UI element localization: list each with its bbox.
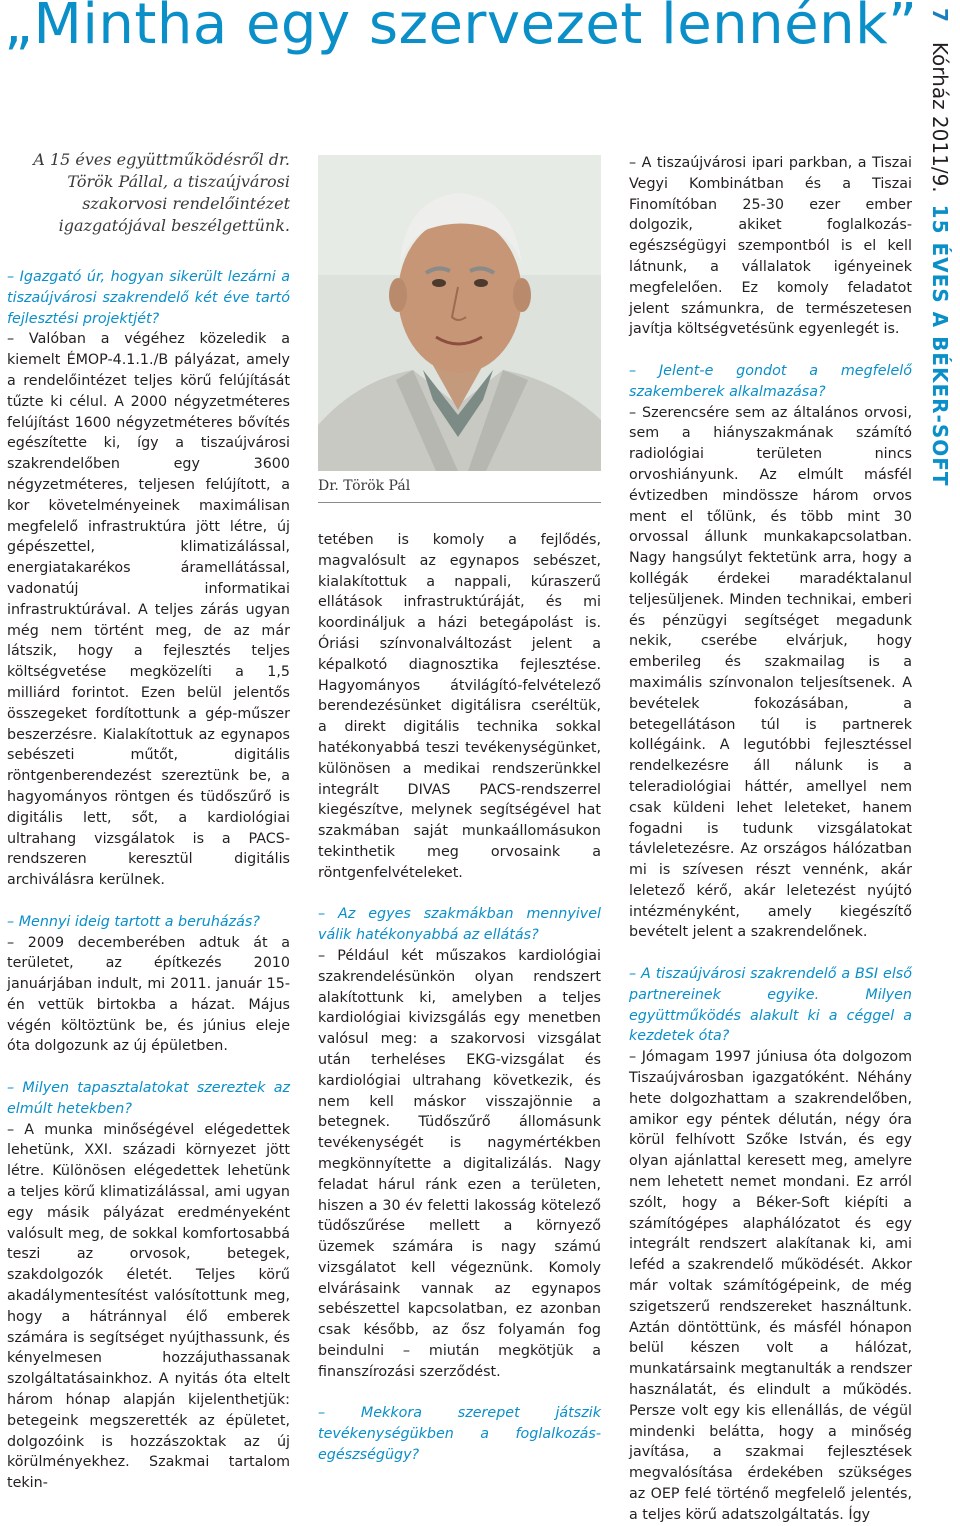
paragraph-gap: [7, 891, 290, 912]
interview-answer: – 2009 decemberében adtuk át a területet, az építkezés 2010 januárjában indult, mi 2011. január 15-én vettük birtokba a házat. Május végén költöztünk be, és június eleje óta dolgozunk az új épületben.: [7, 934, 290, 1055]
interview-question: – Jelent-e gondot a megfelelő szakemberek alkalmazása?: [629, 362, 912, 400]
interview-answer: tetében is komoly a fejlődés, magvalósult az egynapos sebészet, kialakítottuk a nappali, kúraszerű ellátások infrastruktúráját, és mi koordináljuk a házi betegápolást is. Óriási színvonalváltozást jelent a képalkotó diagnosztika fejlesztése. Hagyományos átvilágító-felvételező berendezésünket digitálisra cseréltük, a direkt digitális technika sokkal hatékonyabbá teszi tevékenységünket, különösen a medikai rendszerünkkel integrált DIVAS PACS-rendszerrel kiegészítve, melynek segítségével hat szakmában saját munkaállomásukon tekinthetik meg orvosaink a röntgenfelvételeket.: [318, 532, 601, 881]
column-2: [318, 530, 601, 1466]
portrait-illustration: [318, 155, 601, 471]
paragraph-gap: [318, 1383, 601, 1404]
interview-answer: – Például két műszakos kardiológiai szakrendelésünkön olyan rendszert alakítottunk ki, amelyben a teljes kardiológiai kivizsgálás egy menetben valósul meg: a szakorvosi vizsgálat után terheléses EKG-vizsgálat és kardiológiai ultrahang következik, és nem kell máskor visszajönnie a betegnek. Tüdőszűrő állomásunk tevékenységét is nagymértékben megkönnyítette a digitalizálás. Nagy feladat hárul ránk ezen a területen, hiszen a 30 év feletti lakosság kötelező tüdőszűrése mellett a környező üzemek számára is nagy számú vizsgálatot kell végeznünk. Komoly elvárásaink vannak az egynapos sebészettel kapcsolatban, ez azonban csak később, az ősz folyamán fog beindulni – miután megkötjük a finanszírozási szerződést.: [318, 947, 601, 1380]
paragraph-gap: [629, 943, 912, 964]
interview-question: – Mennyi ideig tartott a beruházás?: [7, 913, 260, 930]
column-3: [629, 153, 912, 1526]
page-number: 7: [928, 8, 952, 22]
paragraph-gap: [318, 884, 601, 905]
interview-answer: – A munka minőségével elégedettek lehetünk, XXI. századi környezet jött létre. Különösen elégedettek lehetünk a teljes körű klimatizálással, ami ugyan egy másik pályázat eredményeként valósult meg, de sokkal komfortosabbá teszi az orvosok, betegek, szakdolgozók életét. Teljes körű akadálymentesítést valósítottunk meg, hogy a hátránnyal élő emberek számára is segítséget nyújthassunk, és kényelmesen hozzájuthassanak szolgáltatásainkhoz. A nyitás óta eltelt három hónap alapján kijelenthetjük: betegeink megszerették az épületet, dolgozóink is hozzászoktak az új körülményekhez. Szakmai tartalom tekin-: [7, 1121, 290, 1492]
interview-question: – Az egyes szakmákban mennyivel válik hatékonyabbá az ellátás?: [318, 906, 601, 944]
side-banner: [928, 0, 952, 487]
interview-question: – Mekkora szerepet játszik tevékenységükben a foglalkozás-egészségügy?: [318, 1405, 601, 1464]
article-headline: „Mintha egy szervezet lennénk”: [4, 0, 918, 57]
photo-caption: Dr. Török Pál: [318, 478, 601, 503]
paragraph-gap: [7, 1057, 290, 1078]
interview-question: – A tiszaújvárosi szakrendelő a BSI első partnereinek egyike. Milyen együttműködés alakult ki a céggel a kezdetek óta?: [629, 966, 912, 1045]
article-lead: A 15 éves együttműködésről dr. Török Pállal, a tiszaújvárosi szakorvosi rendelőintézet igazgatójával beszélgettünk.: [33, 150, 290, 235]
magazine-issue: Kórház 2011/9.: [928, 41, 952, 193]
interview-answer: – A tiszaújvárosi ipari parkban, a Tiszai Vegyi Kombinátban és a Tiszai Finomítóban 25-30 ezer ember dolgozik, akiket foglalkozás-egészségügyi szempontból is el kell látnunk, a vállalatok igényeinek megfelelően. Ez komoly feladatot jelent számunkra, de természetesen javítja költségvetésünk egyenlegét is.: [629, 155, 912, 338]
column-1: [7, 267, 290, 1494]
section-title: 15 ÉVES A BÉKER-SOFT: [928, 204, 952, 487]
interview-answer: – Valóban a végéhez közeledik a kiemelt ÉMOP-4.1.1./B pályázat, amely a rendelőintézet teljes körű felújítását tűzte ki célul. A 2000 négyzetméteres felújítást 1600 négyzetméteres bővítés egészítette ki, így a tiszaújvárosi szakrendelőben egy 3600 négyzetméteres, teljesen felújított, a kor követelményeinek maximálisan megfelelő infrastruktúra jött létre, új gépészettel, klimatizálással, energiatakarékos áramellátással, vadonatúj informatikai infrastruktúrával. A teljes zárás ugyan még nem történt meg, de az már látszik, hogy a fejlesztés teljes költségvetése megközelíti a 1,5 milliárd forintot. Ezen belül jelentős összegeket fordítottunk a gép-műszer beszerzésre. Kialakítottuk az egynapos sebészeti műtőt, digitális röntgenberendezést szereztünk be, a hagyományos röntgen és tüdőszűrő is digitális lett, sőt, a kardiológiai ultrahang vizsgálatok is a PACS-rendszeren keresztül digitális archiválásra kerülnek.: [7, 331, 290, 889]
interview-answer: – Jómagam 1997 júniusa óta dolgozom Tiszaújvárosban igazgatóként. Néhány hete dolgozhattam a szakrendelőben, amikor egy péntek délután, négy óra körül felhívott Szőke István, és egy olyan ajánlattal keresett meg, amelyre nem lehetett nemet mondani. Ez arról szólt, hogy a Béker-Soft kiépíti a számítógépes alaphálózatot és egy integrált rendszert alakítanak ki, ami leféd a szakrendelő működését. Akkor már voltak számítógépeink, de még szigetszerű rendszereket használtunk. Aztán döntöttünk, és másfél hónapon belül készen volt a hálózat, munkatársaink megtanulták a rendszer használatát, és elindult a működés. Persze volt egy kis ellenállás, de végül mindenki belátta, hogy a minőség javítása, a szakmai fejlesztések megvalósítása érdekében szükséges az OEP felé történő megfelelő jelentés, a teljes körű adatszolgáltatás. Így: [629, 1049, 912, 1523]
interview-question: – Igazgató úr, hogyan sikerült lezárni a tiszaújvárosi szakrendelő két éve tartó fejlesztési projektjét?: [7, 269, 290, 327]
interview-answer: – Szerencsére sem az általános orvosi, sem a hiányszakmának számító radiológiai területen nincs orvoshiányunk. Az elmúlt másfél évtizedben mindössze három orvos ment el tőlünk, és több mint 30 orvossal állunk munkakapcsolatban. Nagy hangsúlyt fektetünk arra, hogy a kollégák érdekei maradéktalanul teljesüljenek. Minden technikai, emberi és pénzügyi segítséget megadunk nekik, cserébe elvárjuk, hogy emberileg és szakmailag is a maximális színvonalon teljesítsenek. A bevételek fokozásában, a betegellátáson túl is partnerek kollégáink. A legutóbbi fejlesztéssel rendelkezésre áll nálunk is a teleradiológiai háttér, amellyel nem csak küldeni lehet leleteket, hanem fogadni is tudunk vizsgálatokat távleletezésre. Az országos hálózatban mi is szívesen részt vennénk, akár leletező kérő, akár leletezést nyújtó intézményként, amely kiegészítő bevételt jelent a szakrendelőnek.: [629, 404, 912, 941]
portrait-photo: [318, 155, 601, 471]
interview-question: – Milyen tapasztalatokat szereztek az elmúlt hetekben?: [7, 1080, 290, 1117]
paragraph-gap: [629, 340, 912, 361]
